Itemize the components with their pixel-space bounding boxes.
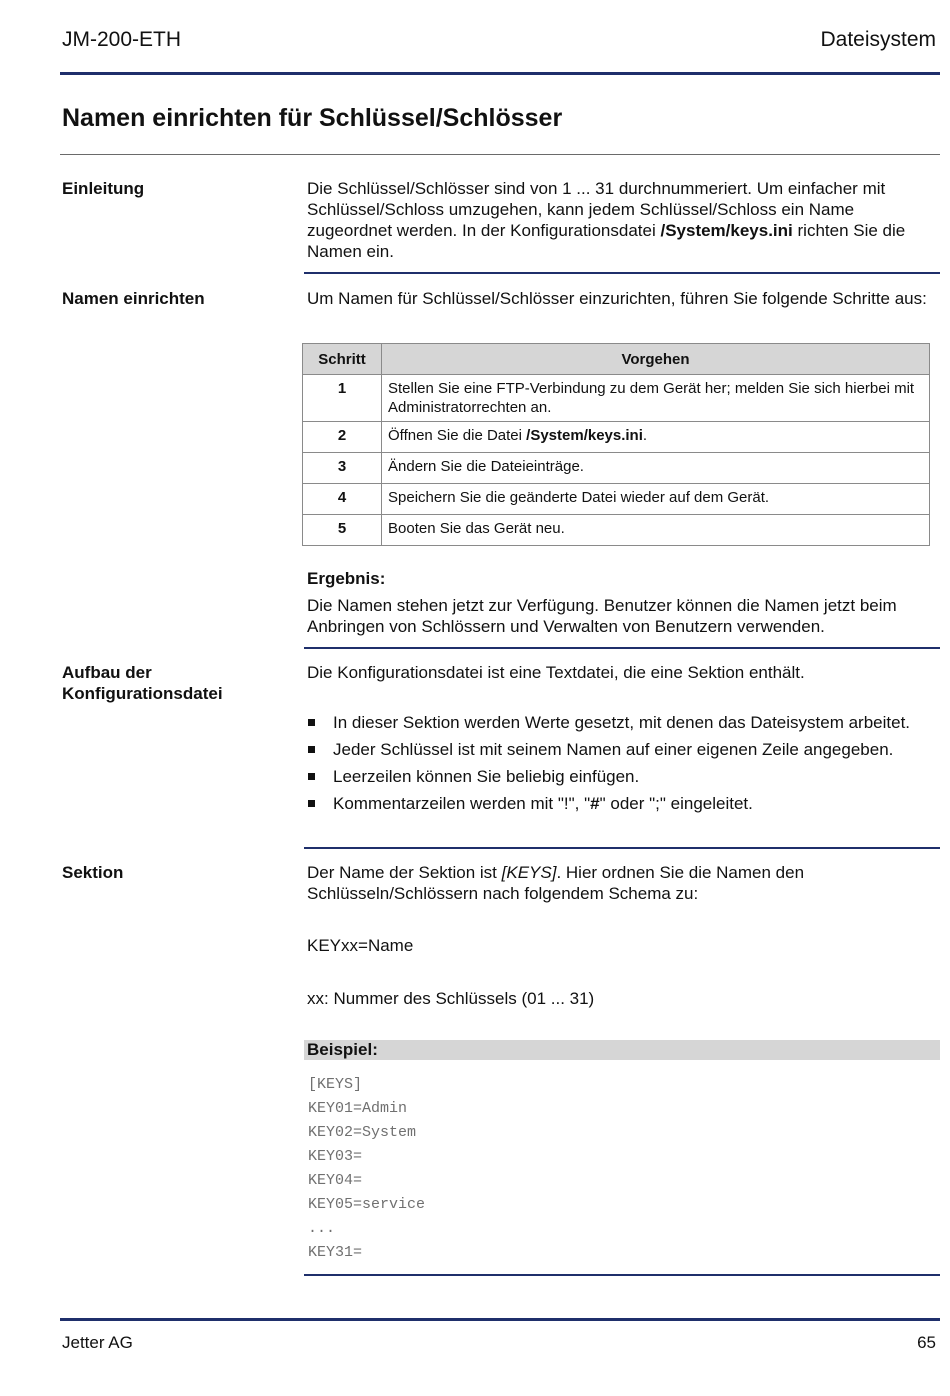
table-header-row — [303, 344, 930, 375]
header-product: JM-200-ETH — [62, 28, 182, 51]
section-divider — [304, 272, 940, 274]
list-item: In dieser Sektion werden Werte gesetzt, mit denen das Dateisystem arbeitet. — [307, 712, 940, 733]
aufbau-bullet-list — [307, 712, 940, 820]
sektion-text-a: Der Name der Sektion ist — [307, 863, 502, 882]
footer-company: Jetter AG — [62, 1333, 133, 1352]
section-divider — [304, 647, 940, 649]
page-title: Namen einrichten für Schlüssel/Schlösser — [62, 104, 563, 132]
aufbau-intro: Die Konfigurationsdatei ist eine Textdatei, die eine Sektion enthält. — [307, 663, 805, 682]
code-line: KEY01=Admin — [308, 1100, 408, 1117]
einleitung-text-a: Die Schlüssel/Schlösser sind von 1 ... 31 durchnummeriert. Um einfacher mit Schlüssel/Schloss umzugehen, kann jedem Schlüssel/Schloss ein Name zugeordnet werden. In der Konfigurationsdatei — [307, 179, 886, 240]
code-line: ... — [308, 1220, 336, 1237]
code-line: KEY31= — [308, 1244, 363, 1261]
code-line: KEY02=System — [308, 1124, 417, 1141]
sektion-text — [307, 862, 938, 904]
code-line: KEY03= — [308, 1148, 363, 1165]
namen-intro: Um Namen für Schlüssel/Schlösser einzurichten, führen Sie folgende Schritte aus: — [307, 289, 927, 308]
step-text: Ändern Sie die Dateieinträge. — [382, 453, 930, 484]
code-line: [KEYS] — [308, 1076, 363, 1093]
step-number: 2 — [303, 422, 382, 453]
step-text-a: Öffnen Sie die Datei — [388, 427, 527, 444]
list-item — [307, 793, 940, 814]
bullet-last-a: Kommentarzeilen werden mit "!", " — [333, 794, 591, 813]
einleitung-text-b: richten Sie die Namen ein. — [307, 221, 906, 261]
page-number: 65 — [917, 1333, 936, 1352]
sektion-keys-name: [KEYS] — [501, 863, 557, 882]
table-row — [303, 422, 930, 453]
step-text-b: . — [642, 427, 648, 444]
aufbau-label-line2: Konfigurationsdatei — [62, 684, 223, 703]
section-divider — [304, 1274, 940, 1276]
step-text: Speichern Sie die geänderte Datei wieder auf dem Gerät. — [382, 484, 930, 515]
step-number: 1 — [303, 375, 382, 422]
aufbau-label-line1: Aufbau der — [62, 663, 152, 682]
example-code-block — [308, 1075, 425, 1267]
list-item: Jeder Schlüssel ist mit seinem Namen auf einer eigenen Zeile angegeben. — [307, 739, 940, 760]
step-number: 4 — [303, 484, 382, 515]
step-number: 3 — [303, 453, 382, 484]
code-line: KEY05=service — [308, 1196, 426, 1213]
aufbau-label — [62, 662, 223, 704]
header-chapter: Dateisystem — [820, 28, 936, 51]
table-header-action: Vorgehen — [382, 344, 930, 375]
bullet-last-b: " oder ";" eingeleitet. — [599, 794, 753, 813]
sektion-text-b: . Hier ordnen Sie die Namen den Schlüsseln/Schlössern nach folgendem Schema zu: — [307, 863, 805, 903]
table-row — [303, 515, 930, 546]
table-row — [303, 375, 930, 422]
step-text — [382, 422, 930, 453]
table-row — [303, 453, 930, 484]
namen-label: Namen einrichten — [62, 289, 205, 308]
example-heading: Beispiel: — [304, 1040, 940, 1060]
step-text: Stellen Sie eine FTP-Verbindung zu dem Gerät her; melden Sie sich hierbei mit Administratorrechten an. — [382, 375, 930, 422]
header-divider — [60, 72, 940, 75]
einleitung-label: Einleitung — [62, 179, 145, 198]
bullet-last-hash: # — [590, 794, 600, 813]
einleitung-text — [307, 178, 938, 262]
step-filename: /System/keys.ini — [526, 427, 643, 444]
einleitung-filename: /System/keys.ini — [660, 221, 793, 240]
result-label: Ergebnis: — [307, 569, 386, 588]
table-header-step: Schritt — [303, 344, 382, 375]
step-number: 5 — [303, 515, 382, 546]
code-line: KEY04= — [308, 1172, 363, 1189]
steps-table — [302, 343, 930, 546]
xx-description: xx: Nummer des Schlüssels (01 ... 31) — [307, 989, 595, 1008]
title-divider — [60, 154, 940, 155]
table-row — [303, 484, 930, 515]
sektion-label: Sektion — [62, 863, 124, 882]
result-text: Die Namen stehen jetzt zur Verfügung. Benutzer können die Namen jetzt beim Anbringen von Schlössern und Verwalten von Benutzern verwenden. — [307, 596, 897, 636]
footer-divider — [60, 1318, 940, 1321]
list-item: Leerzeilen können Sie beliebig einfügen. — [307, 766, 940, 787]
schema-text: KEYxx=Name — [307, 936, 414, 955]
step-text: Booten Sie das Gerät neu. — [382, 515, 930, 546]
section-divider — [304, 847, 940, 849]
